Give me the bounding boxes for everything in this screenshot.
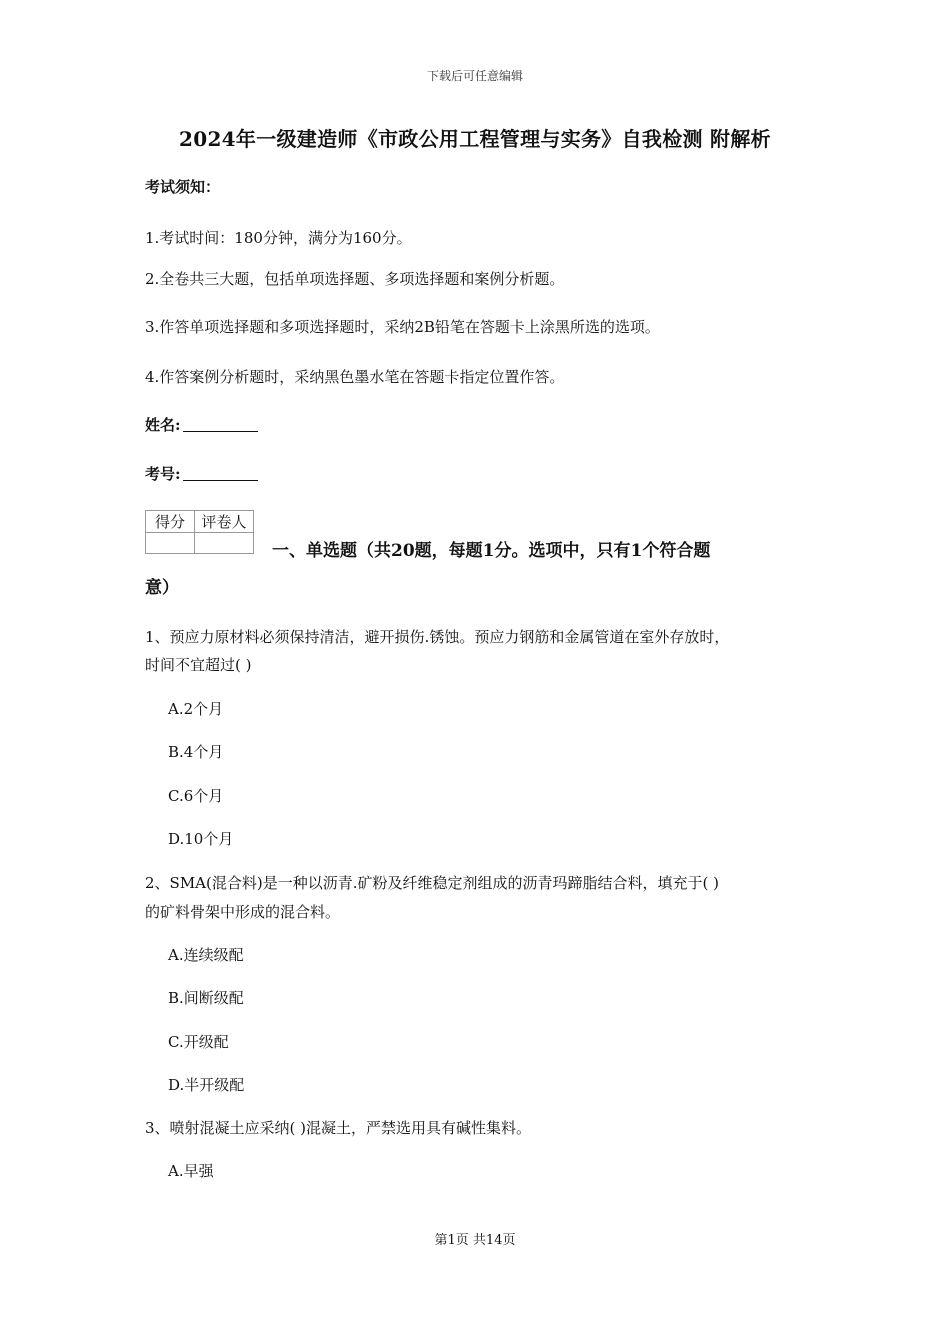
id-label: 考号: — [145, 465, 181, 483]
notice-heading: 考试须知： — [145, 178, 221, 196]
page-footer: 第1页 共14页 — [434, 1233, 516, 1248]
question-stem: 2、SMA(混合料)是一种以沥青.矿粉及纤维稳定剂组成的沥青玛蹄脂结合料，填充于( ) — [145, 874, 719, 892]
question-stem: 1、预应力原材料必须保持清洁，避开损伤.锈蚀。预应力钢筋和金属管道在室外存放时， — [145, 628, 730, 646]
grader-cell — [195, 533, 254, 554]
grader-header: 评卷人 — [195, 511, 254, 533]
question-stem: 3、喷射混凝土应采纳( )混凝土，严禁选用具有碱性集料。 — [145, 1119, 532, 1137]
section-title: 一、单选题（共20题，每题1分。选项中，只有1个符合题 — [272, 541, 711, 561]
option-c: C.6个月 — [168, 787, 224, 805]
option-b: B.间断级配 — [168, 989, 244, 1007]
id-field — [145, 463, 258, 484]
notice-item: 2.全卷共三大题，包括单项选择题、多项选择题和案例分析题。 — [145, 270, 565, 288]
option-d: D.半开级配 — [168, 1076, 245, 1094]
option-a: A.2个月 — [168, 700, 224, 718]
option-a: A.连续级配 — [168, 946, 244, 964]
option-a: A.早强 — [168, 1162, 214, 1180]
section-title-cont: 意） — [145, 578, 179, 598]
score-header: 得分 — [146, 511, 195, 533]
notice-item: 1.考试时间：180分钟，满分为160分。 — [145, 229, 412, 247]
option-b: B.4个月 — [168, 743, 224, 761]
name-blank-line[interactable] — [183, 417, 258, 432]
name-label: 姓名: — [145, 416, 181, 434]
id-blank-line[interactable] — [183, 466, 258, 481]
notice-item: 4.作答案例分析题时，采纳黑色墨水笔在答题卡指定位置作答。 — [145, 368, 565, 386]
header-note: 下载后可任意编辑 — [426, 69, 523, 83]
score-cell — [146, 533, 195, 554]
option-d: D.10个月 — [168, 830, 234, 848]
question-stem-cont: 的矿料骨架中形成的混合料。 — [145, 903, 341, 921]
notice-item: 3.作答单项选择题和多项选择题时，采纳2B铅笔在答题卡上涂黑所选的选项。 — [145, 318, 660, 336]
score-table — [145, 510, 254, 554]
question-stem-cont: 时间不宜超过( ) — [145, 656, 252, 674]
option-c: C.开级配 — [168, 1033, 229, 1051]
name-field — [145, 414, 258, 435]
document-title: 2024年一级建造师《市政公用工程管理与实务》自我检测 附解析 — [179, 127, 771, 151]
